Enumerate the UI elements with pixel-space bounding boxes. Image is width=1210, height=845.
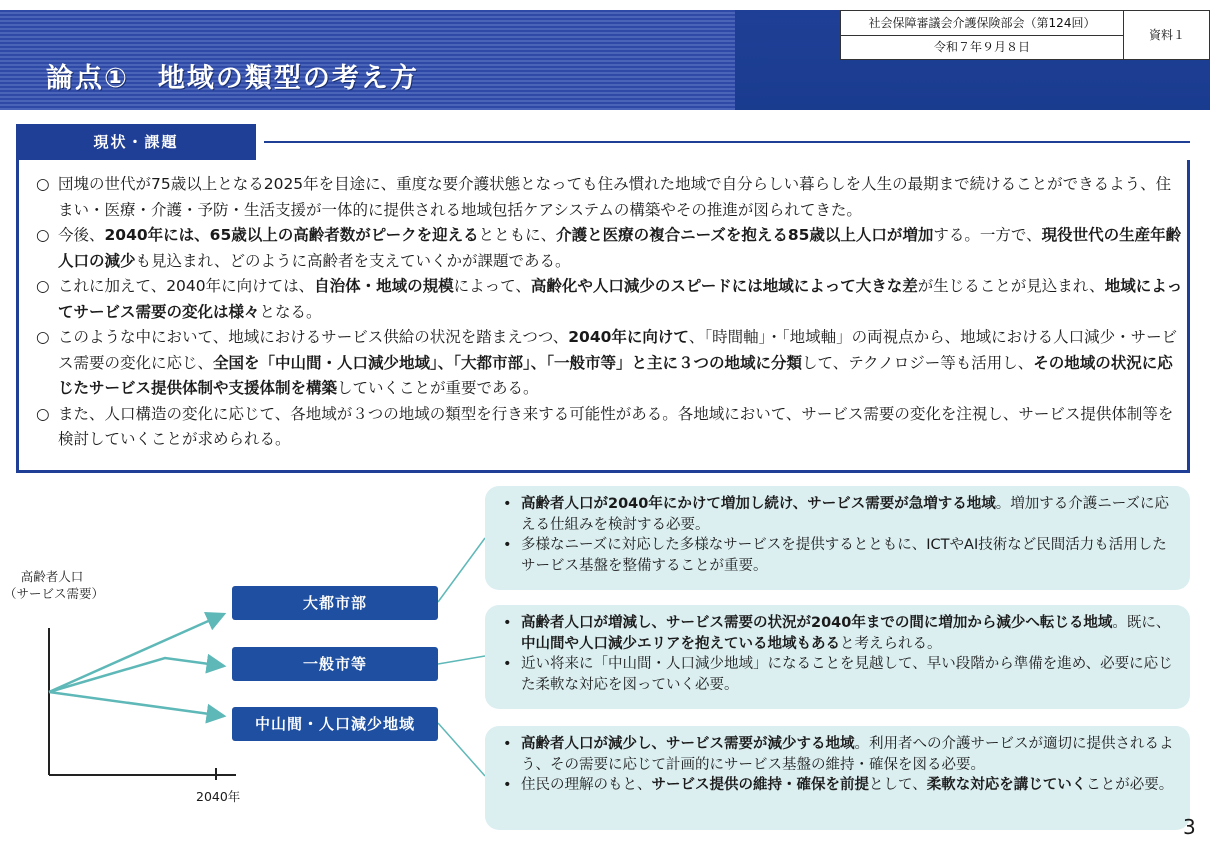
document-meta-box bbox=[840, 10, 1210, 60]
section-rule bbox=[264, 141, 1190, 143]
body-text: これに加えて、2040年に向けては、 bbox=[58, 277, 315, 295]
arrow-general bbox=[49, 658, 224, 692]
body-text: ことが必要。 bbox=[1086, 777, 1174, 793]
y-axis-label-line2: （サービス需要） bbox=[4, 586, 105, 601]
document-label: 資料１ bbox=[1148, 28, 1185, 42]
region-general-label: 一般市等 bbox=[232, 647, 438, 681]
description-item bbox=[503, 734, 1176, 775]
body-text: として、 bbox=[869, 777, 927, 793]
emphasis-text: 現役世代の生産年齢人口の減少 bbox=[58, 226, 1182, 270]
body-text: また、人口構造の変化に応じて、各地域が３つの地域の類型を行き来する可能性がある。各地域において、サービス需要の変化を注視し、サービス提供体制等を検討していくことが求められる。 bbox=[58, 404, 1174, 448]
emphasis-text: 高齢者人口が増減し、サービス需要の状況が2040年までの間に増加から減少へ転じる地域 bbox=[521, 615, 1113, 631]
emphasis-text: 2040年に向けて bbox=[568, 328, 689, 346]
description-item bbox=[503, 613, 1176, 654]
rural-description bbox=[485, 726, 1190, 830]
connector-general bbox=[438, 656, 485, 664]
page-title: 論点① 地域の類型の考え方 bbox=[46, 63, 419, 94]
description-item bbox=[503, 494, 1176, 535]
circle-bullet-icon: ○ bbox=[36, 226, 50, 244]
region-metro-label: 大都市部 bbox=[232, 586, 438, 620]
metro-description bbox=[485, 486, 1190, 590]
body-text: も見込まれ、どのように高齢者を支えていくかが課題である。 bbox=[135, 251, 571, 270]
body-text: していくことが重要である。 bbox=[337, 379, 539, 397]
body-text: 今後、 bbox=[58, 226, 105, 244]
description-item bbox=[503, 775, 1176, 796]
meeting-date: 令和７年９月８日 bbox=[841, 36, 1124, 60]
body-text: する。一方で、 bbox=[933, 226, 1042, 244]
status-item bbox=[36, 325, 1186, 402]
description-item bbox=[503, 535, 1176, 576]
region-rural-label: 中山間・人口減少地域 bbox=[232, 707, 438, 741]
body-text: 。増加する介護ニーズに応える仕組みを検討する必要。 bbox=[521, 496, 1170, 533]
emphasis-text: 地域によってサービス需要の変化は様々 bbox=[58, 277, 1183, 321]
arrow-rural bbox=[49, 692, 224, 716]
bullet-icon: • bbox=[503, 496, 512, 512]
section-label: 現状・課題 bbox=[16, 124, 256, 160]
emphasis-text: 全国を「中山間・人口減少地域」、「大都市部」、「一般市等」と主に３つの地域に分類 bbox=[213, 353, 803, 372]
emphasis-text: 介護と医療の複合ニーズを抱える85歳以上人口が増加 bbox=[556, 226, 934, 244]
body-text: 住民の理解のもと、 bbox=[521, 777, 652, 793]
status-list bbox=[36, 172, 1186, 453]
body-text: 。既に、 bbox=[1112, 615, 1171, 631]
emphasis-text: 高齢者人口が2040年にかけて増加し続け、サービス需要が急増する地域 bbox=[521, 496, 996, 512]
emphasis-text: 高齢者人口が減少し、サービス需要が減少する地域 bbox=[521, 736, 855, 752]
status-item bbox=[36, 402, 1186, 453]
circle-bullet-icon: ○ bbox=[36, 175, 50, 193]
emphasis-text: 自治体・地域の規模 bbox=[314, 277, 454, 295]
status-item bbox=[36, 172, 1186, 223]
circle-bullet-icon: ○ bbox=[36, 328, 50, 346]
page-number: 3 bbox=[1183, 815, 1196, 839]
emphasis-text: 2040年には、65歳以上の高齢者数がピークを迎える bbox=[104, 226, 479, 244]
general-description bbox=[485, 605, 1190, 709]
body-text: 近い将来に「中山間・人口減少地域」になることを見越して、早い段階から準備を進め、必要に応じた柔軟な対応を図っていく必要。 bbox=[521, 656, 1173, 693]
connector-rural bbox=[438, 723, 485, 776]
body-text: とともに、 bbox=[478, 226, 557, 244]
arrow-metro bbox=[49, 614, 224, 692]
status-item bbox=[36, 223, 1186, 274]
status-item bbox=[36, 274, 1186, 325]
y-axis-label bbox=[4, 568, 105, 602]
emphasis-text: 中山間や人口減少エリアを抱えている地域もある bbox=[521, 635, 840, 652]
connector-metro bbox=[438, 538, 485, 602]
body-text: によって、 bbox=[453, 277, 531, 295]
bullet-icon: • bbox=[503, 537, 512, 553]
bullet-icon: • bbox=[503, 777, 512, 793]
bullet-icon: • bbox=[503, 615, 512, 631]
body-text: 多様なニーズに対応した多様なサービスを提供するとともに、ICTやAI技術など民間活力も活用したサービス基盤を整備することが重要。 bbox=[521, 537, 1167, 574]
body-text: 、「時間軸」・「地域軸」の両視点から、地域における人口減少・サービス需要の変化に応じ、 bbox=[58, 328, 1178, 372]
emphasis-text: 柔軟な対応を講じていく bbox=[926, 777, 1087, 793]
body-text: このような中において、地域におけるサービス供給の状況を踏まえつつ、 bbox=[58, 328, 569, 346]
circle-bullet-icon: ○ bbox=[36, 404, 50, 423]
emphasis-text: サービス提供の維持・確保を前提 bbox=[651, 777, 869, 793]
emphasis-text: その地域の状況に応じたサービス提供体制や支援体制を構築 bbox=[58, 353, 1173, 397]
body-text: と考えられる。 bbox=[840, 635, 942, 652]
bullet-icon: • bbox=[503, 736, 512, 752]
body-text: 団塊の世代が75歳以上となる2025年を目途に、重度な要介護状態となっても住み慣れた地域で自分らしい暮らしを人生の最期まで続けることができるよう、住まい・医療・介護・予防・生活支援が一体的に提供される地域包括ケアシステムの構築やその推進が図られてきた。 bbox=[58, 175, 1172, 219]
description-item bbox=[503, 654, 1176, 695]
emphasis-text: 高齢化や人口減少のスピードには地域によって大きな差 bbox=[530, 277, 918, 295]
body-text: となる。 bbox=[259, 302, 322, 321]
body-text: 。利用者への介護サービスが適切に提供されるよう、その需要に応じて計画的にサービス基盤の維持・確保を図る必要。 bbox=[521, 736, 1174, 773]
body-text: して、テクノロジー等も活用し、 bbox=[802, 353, 1034, 372]
bullet-icon: • bbox=[503, 656, 512, 672]
y-axis-label-line1: 高齢者人口 bbox=[20, 569, 84, 584]
body-text: が生じることが見込まれ、 bbox=[917, 277, 1105, 295]
circle-bullet-icon: ○ bbox=[36, 277, 50, 295]
x-axis-label: 2040年 bbox=[196, 789, 241, 804]
committee-name: 社会保障審議会介護保険部会（第124回） bbox=[841, 11, 1124, 36]
